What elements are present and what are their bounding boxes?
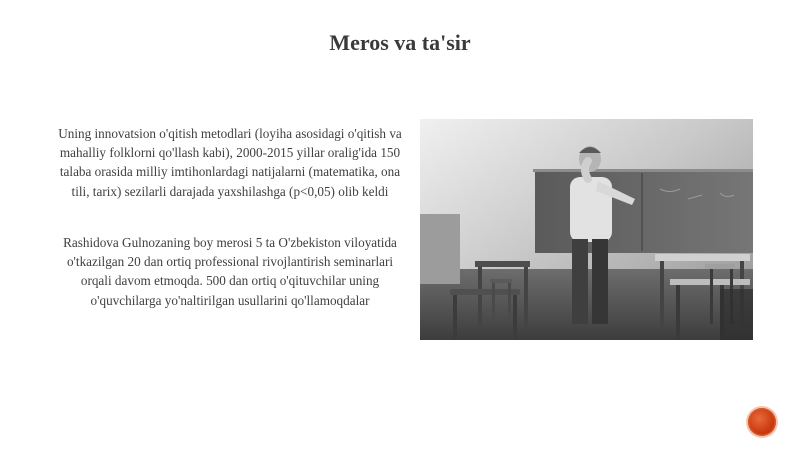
classroom-photo bbox=[420, 119, 753, 340]
next-slide-button[interactable] bbox=[748, 408, 776, 436]
paragraph-legacy: Rashidova Gulnozaning boy merosi 5 ta O'zbekiston viloyatida o'tkazilgan 20 dan ortiq professional rivojlantirish seminarlari orqali davom etmoqda. 500 dan ortiq o'qituvchilar uning o'quvchilarga yo'naltirilgan usullarini qo'llamoqdalar bbox=[63, 235, 397, 308]
slide-title: Meros va ta'sir bbox=[329, 30, 471, 55]
classroom-teacher-photo-icon bbox=[420, 119, 753, 340]
paragraph-teaching-methods: Uning innovatsion o'qitish metodlari (loyiha asosidagi o'qitish va mahalliy folklorni qo'llash kabi), 2000-2015 yillar oralig'ida 150 talaba orasida milliy imtihonlardagi natijalarni (matematika, ona tili, tarix) sezilarli darajada yaxshilashga (p<0,05) olib keldi bbox=[58, 126, 402, 199]
